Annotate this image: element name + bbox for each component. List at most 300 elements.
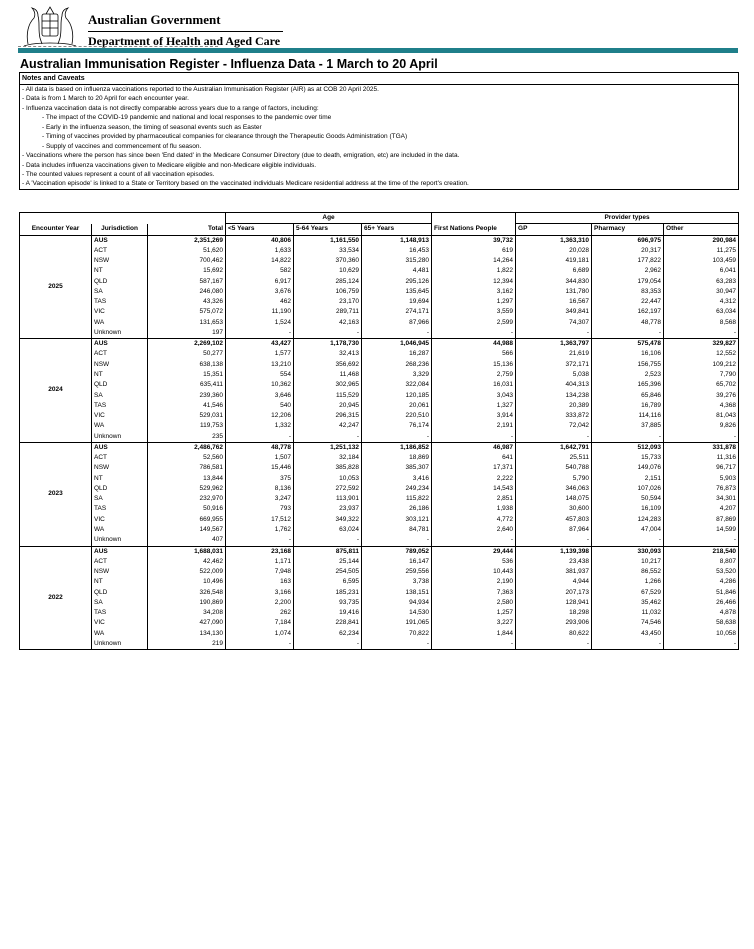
table-row <box>20 432 739 443</box>
value-cell: 67,529 <box>592 588 664 598</box>
jurisdiction-cell: AUS <box>92 339 148 350</box>
note-line: - Influenza vaccination data is not directly comparable across years due to a range of factors, including: <box>22 104 319 112</box>
value-cell: 462 <box>226 297 294 307</box>
value-cell: 15,692 <box>148 266 226 276</box>
value-cell: 156,755 <box>592 360 664 370</box>
value-cell: 540 <box>226 401 294 411</box>
table-row <box>20 235 739 246</box>
value-cell: 14,599 <box>664 525 739 535</box>
value-cell: 11,032 <box>592 608 664 618</box>
value-cell: 30,600 <box>516 504 592 514</box>
note-line: - Early in the influenza season, the timing of seasonal events such as Easter <box>42 123 262 131</box>
encounter-year: 2025 <box>20 235 92 339</box>
table-row <box>20 453 739 463</box>
value-cell: 1,186,852 <box>362 442 432 453</box>
value-cell: - <box>362 432 432 443</box>
value-cell: 207,173 <box>516 588 592 598</box>
value-cell: 42,462 <box>148 557 226 567</box>
value-cell: 4,878 <box>664 608 739 618</box>
value-cell: - <box>432 535 516 546</box>
value-cell: 131,653 <box>148 318 226 328</box>
jurisdiction-cell: QLD <box>92 380 148 390</box>
value-cell: 4,772 <box>432 515 516 525</box>
value-cell: 786,581 <box>148 463 226 473</box>
value-cell: 2,200 <box>226 598 294 608</box>
value-cell: 6,595 <box>294 577 362 587</box>
note-line: - The impact of the COVID-19 pandemic and national and local responses to the pandemic over time <box>42 114 332 122</box>
value-cell: 14,264 <box>432 256 516 266</box>
value-cell: 3,162 <box>432 287 516 297</box>
value-cell: 17,512 <box>226 515 294 525</box>
value-cell: 63,034 <box>664 307 739 317</box>
value-cell: 2,640 <box>432 525 516 535</box>
value-cell: 1,938 <box>432 504 516 514</box>
table-row <box>20 318 739 328</box>
table-row <box>20 557 739 567</box>
value-cell: 14,543 <box>432 484 516 494</box>
jurisdiction-cell: Unknown <box>92 639 148 650</box>
value-cell: 48,778 <box>226 442 294 453</box>
value-cell: 179,054 <box>592 277 664 287</box>
value-cell: 74,307 <box>516 318 592 328</box>
value-cell: 20,317 <box>592 246 664 256</box>
value-cell: 220,510 <box>362 411 432 421</box>
value-cell: 1,046,945 <box>362 339 432 350</box>
value-cell: 10,629 <box>294 266 362 276</box>
value-cell: 35,462 <box>592 598 664 608</box>
value-cell: 1,074 <box>226 629 294 639</box>
value-cell: 246,080 <box>148 287 226 297</box>
value-cell: 10,496 <box>148 577 226 587</box>
value-cell: - <box>432 639 516 650</box>
value-cell: 119,753 <box>148 421 226 431</box>
value-cell: 47,004 <box>592 525 664 535</box>
value-cell: 81,043 <box>664 411 739 421</box>
age-group-header: Age <box>226 213 432 224</box>
jurisdiction-cell: TAS <box>92 504 148 514</box>
value-cell: 93,735 <box>294 598 362 608</box>
value-cell: 18,869 <box>362 453 432 463</box>
jurisdiction-cell: WA <box>92 421 148 431</box>
table-row <box>20 618 739 628</box>
value-cell: 3,738 <box>362 577 432 587</box>
jurisdiction-cell: Unknown <box>92 535 148 546</box>
value-cell: 134,238 <box>516 391 592 401</box>
value-cell: - <box>294 535 362 546</box>
value-cell: - <box>516 432 592 443</box>
value-cell: 575,478 <box>592 339 664 350</box>
value-cell: 16,031 <box>432 380 516 390</box>
value-cell: 16,147 <box>362 557 432 567</box>
jurisdiction-cell: VIC <box>92 307 148 317</box>
value-cell: 11,275 <box>664 246 739 256</box>
note-line: - Data includes influenza vaccinations given to Medicare eligible and non-Medicare eligible individuals. <box>22 161 317 169</box>
value-cell: 249,234 <box>362 484 432 494</box>
value-cell: 4,286 <box>664 577 739 587</box>
note-line: - The counted values represent a count of all vaccination episodes. <box>22 170 215 178</box>
value-cell: 25,511 <box>516 453 592 463</box>
value-cell: 3,914 <box>432 411 516 421</box>
value-cell: 3,166 <box>226 588 294 598</box>
value-cell: 17,371 <box>432 463 516 473</box>
column-header: <5 Years <box>226 224 294 235</box>
table-row <box>20 504 739 514</box>
value-cell: 219 <box>148 639 226 650</box>
value-cell: 419,181 <box>516 256 592 266</box>
value-cell: 20,028 <box>516 246 592 256</box>
value-cell: 268,236 <box>362 360 432 370</box>
table-group-header <box>20 213 739 224</box>
value-cell: 84,781 <box>362 525 432 535</box>
value-cell: 10,053 <box>294 474 362 484</box>
value-cell: - <box>226 639 294 650</box>
value-cell: 15,733 <box>592 453 664 463</box>
value-cell: 16,453 <box>362 246 432 256</box>
encounter-year: 2022 <box>20 546 92 650</box>
value-cell: 32,413 <box>294 349 362 359</box>
value-cell: 19,694 <box>362 297 432 307</box>
value-cell: 26,466 <box>664 598 739 608</box>
value-cell: 23,438 <box>516 557 592 567</box>
table-row <box>20 297 739 307</box>
value-cell: 12,552 <box>664 349 739 359</box>
value-cell: 290,984 <box>664 235 739 246</box>
value-cell: 44,988 <box>432 339 516 350</box>
table-column-header <box>20 224 739 235</box>
value-cell: 48,778 <box>592 318 664 328</box>
value-cell: 1,171 <box>226 557 294 567</box>
value-cell: 259,556 <box>362 567 432 577</box>
value-cell: 1,297 <box>432 297 516 307</box>
value-cell: 349,841 <box>516 307 592 317</box>
value-cell: 10,362 <box>226 380 294 390</box>
value-cell: 26,186 <box>362 504 432 514</box>
value-cell: 70,822 <box>362 629 432 639</box>
value-cell: 115,529 <box>294 391 362 401</box>
value-cell: 1,642,791 <box>516 442 592 453</box>
value-cell: - <box>516 535 592 546</box>
value-cell: 3,559 <box>432 307 516 317</box>
jurisdiction-cell: ACT <box>92 349 148 359</box>
value-cell: 14,530 <box>362 608 432 618</box>
value-cell: 2,151 <box>592 474 664 484</box>
value-cell: 344,830 <box>516 277 592 287</box>
value-cell: 239,360 <box>148 391 226 401</box>
value-cell: 11,190 <box>226 307 294 317</box>
column-header: Total <box>148 224 226 235</box>
value-cell: 87,964 <box>516 525 592 535</box>
value-cell: 13,210 <box>226 360 294 370</box>
value-cell: 65,846 <box>592 391 664 401</box>
column-header: Jurisdiction <box>92 224 148 235</box>
value-cell: 107,026 <box>592 484 664 494</box>
value-cell: 2,486,762 <box>148 442 226 453</box>
value-cell: 1,178,730 <box>294 339 362 350</box>
value-cell: 25,144 <box>294 557 362 567</box>
department-name: Department of Health and Aged Care <box>88 34 281 48</box>
value-cell: 33,534 <box>294 246 362 256</box>
table-row <box>20 277 739 287</box>
value-cell: 8,136 <box>226 484 294 494</box>
value-cell: 16,287 <box>362 349 432 359</box>
column-header: 5-64 Years <box>294 224 362 235</box>
notes-heading: Notes and Caveats <box>20 73 738 85</box>
value-cell: 50,916 <box>148 504 226 514</box>
value-cell: 696,975 <box>592 235 664 246</box>
value-cell: 700,462 <box>148 256 226 266</box>
value-cell: 46,987 <box>432 442 516 453</box>
value-cell: 5,038 <box>516 370 592 380</box>
value-cell: 1,633 <box>226 246 294 256</box>
notes-and-caveats <box>19 72 739 190</box>
table-row <box>20 307 739 317</box>
table-row <box>20 608 739 618</box>
value-cell: 289,711 <box>294 307 362 317</box>
value-cell: 457,803 <box>516 515 592 525</box>
value-cell: 2,523 <box>592 370 664 380</box>
value-cell: 235 <box>148 432 226 443</box>
column-header: Pharmacy <box>592 224 664 235</box>
value-cell: 254,505 <box>294 567 362 577</box>
value-cell: 4,944 <box>516 577 592 587</box>
table-row <box>20 535 739 546</box>
value-cell: 18,298 <box>516 608 592 618</box>
value-cell: 197 <box>148 328 226 339</box>
value-cell: 793 <box>226 504 294 514</box>
value-cell: 322,084 <box>362 380 432 390</box>
jurisdiction-cell: SA <box>92 494 148 504</box>
value-cell: 6,041 <box>664 266 739 276</box>
value-cell: 11,316 <box>664 453 739 463</box>
table-row <box>20 442 739 453</box>
note-line: - Vaccinations where the person has since been 'End dated' in the Medicare Consumer Directory (due to death, emigration, etc) are included in the data. <box>22 152 460 160</box>
jurisdiction-cell: NT <box>92 577 148 587</box>
value-cell: 63,283 <box>664 277 739 287</box>
value-cell: 5,790 <box>516 474 592 484</box>
value-cell: 1,762 <box>226 525 294 535</box>
jurisdiction-cell: QLD <box>92 277 148 287</box>
jurisdiction-cell: NSW <box>92 463 148 473</box>
value-cell: - <box>294 639 362 650</box>
value-cell: 16,567 <box>516 297 592 307</box>
value-cell: 135,645 <box>362 287 432 297</box>
value-cell: 331,878 <box>664 442 739 453</box>
value-cell: 1,363,797 <box>516 339 592 350</box>
value-cell: 6,689 <box>516 266 592 276</box>
value-cell: 381,937 <box>516 567 592 577</box>
value-cell: 131,780 <box>516 287 592 297</box>
jurisdiction-cell: SA <box>92 598 148 608</box>
table-row <box>20 515 739 525</box>
jurisdiction-cell: WA <box>92 525 148 535</box>
table-row <box>20 328 739 339</box>
value-cell: 39,732 <box>432 235 516 246</box>
value-cell: 3,646 <box>226 391 294 401</box>
encounter-year: 2024 <box>20 339 92 443</box>
value-cell: 1,327 <box>432 401 516 411</box>
provider-group-header: Provider types <box>516 213 739 224</box>
value-cell: - <box>664 328 739 339</box>
value-cell: 4,368 <box>664 401 739 411</box>
value-cell: 10,058 <box>664 629 739 639</box>
table-row <box>20 246 739 256</box>
value-cell: 50,277 <box>148 349 226 359</box>
value-cell: - <box>516 328 592 339</box>
jurisdiction-cell: VIC <box>92 411 148 421</box>
value-cell: - <box>294 328 362 339</box>
value-cell: 23,937 <box>294 504 362 514</box>
value-cell: 51,846 <box>664 588 739 598</box>
value-cell: 190,869 <box>148 598 226 608</box>
value-cell: 51,620 <box>148 246 226 256</box>
value-cell: 587,167 <box>148 277 226 287</box>
value-cell: 669,955 <box>148 515 226 525</box>
value-cell: 7,948 <box>226 567 294 577</box>
value-cell: 23,170 <box>294 297 362 307</box>
value-cell: 3,416 <box>362 474 432 484</box>
value-cell: 83,353 <box>592 287 664 297</box>
value-cell: 4,312 <box>664 297 739 307</box>
value-cell: 42,247 <box>294 421 362 431</box>
coat-of-arms-icon <box>20 4 80 48</box>
value-cell: 1,577 <box>226 349 294 359</box>
value-cell: 1,332 <box>226 421 294 431</box>
jurisdiction-cell: SA <box>92 287 148 297</box>
value-cell: 512,093 <box>592 442 664 453</box>
table-row <box>20 474 739 484</box>
value-cell: 875,811 <box>294 546 362 557</box>
value-cell: 62,234 <box>294 629 362 639</box>
value-cell: 5,903 <box>664 474 739 484</box>
jurisdiction-cell: WA <box>92 318 148 328</box>
value-cell: - <box>592 535 664 546</box>
table-row <box>20 370 739 380</box>
value-cell: 76,174 <box>362 421 432 431</box>
jurisdiction-cell: NT <box>92 474 148 484</box>
jurisdiction-cell: NSW <box>92 567 148 577</box>
column-header: GP <box>516 224 592 235</box>
value-cell: - <box>664 432 739 443</box>
value-cell: 330,093 <box>592 546 664 557</box>
value-cell: 303,121 <box>362 515 432 525</box>
value-cell: 165,396 <box>592 380 664 390</box>
value-cell: 285,124 <box>294 277 362 287</box>
value-cell: 114,116 <box>592 411 664 421</box>
value-cell: 8,568 <box>664 318 739 328</box>
value-cell: 2,580 <box>432 598 516 608</box>
table-row <box>20 360 739 370</box>
value-cell: 16,109 <box>592 504 664 514</box>
table-row <box>20 525 739 535</box>
value-cell: - <box>432 432 516 443</box>
value-cell: 13,844 <box>148 474 226 484</box>
value-cell: 106,759 <box>294 287 362 297</box>
value-cell: 9,826 <box>664 421 739 431</box>
encounter-year: 2023 <box>20 442 92 546</box>
jurisdiction-cell: AUS <box>92 442 148 453</box>
value-cell: 58,638 <box>664 618 739 628</box>
value-cell: 272,592 <box>294 484 362 494</box>
value-cell: 3,043 <box>432 391 516 401</box>
value-cell: 333,872 <box>516 411 592 421</box>
jurisdiction-cell: Unknown <box>92 328 148 339</box>
value-cell: 372,171 <box>516 360 592 370</box>
value-cell: 638,138 <box>148 360 226 370</box>
value-cell: 15,351 <box>148 370 226 380</box>
note-line: - All data is based on influenza vaccinations reported to the Australian Immunisation Register (AIR) as at COB 20 April 2025. <box>22 86 379 93</box>
value-cell: 232,970 <box>148 494 226 504</box>
jurisdiction-cell: AUS <box>92 546 148 557</box>
value-cell: 1,161,550 <box>294 235 362 246</box>
value-cell: 262 <box>226 608 294 618</box>
value-cell: 65,702 <box>664 380 739 390</box>
value-cell: - <box>592 432 664 443</box>
table-row <box>20 256 739 266</box>
value-cell: 540,788 <box>516 463 592 473</box>
jurisdiction-cell: TAS <box>92 401 148 411</box>
value-cell: 115,822 <box>362 494 432 504</box>
value-cell: 14,822 <box>226 256 294 266</box>
jurisdiction-cell: VIC <box>92 515 148 525</box>
table-row <box>20 598 739 608</box>
government-name: Australian Government <box>88 12 221 27</box>
value-cell: 113,901 <box>294 494 362 504</box>
note-line: - Timing of vaccines provided by pharmaceutical companies for clearance through the Therapeutic Goods Administration (TGA) <box>42 133 408 141</box>
value-cell: 34,208 <box>148 608 226 618</box>
value-cell: 2,599 <box>432 318 516 328</box>
column-header: Encounter Year <box>20 224 92 235</box>
value-cell: 163 <box>226 577 294 587</box>
value-cell: 134,130 <box>148 629 226 639</box>
value-cell: 1,524 <box>226 318 294 328</box>
value-cell: 789,052 <box>362 546 432 557</box>
value-cell: 2,759 <box>432 370 516 380</box>
value-cell: 29,444 <box>432 546 516 557</box>
value-cell: 1,148,913 <box>362 235 432 246</box>
value-cell: 356,692 <box>294 360 362 370</box>
note-line: - A 'Vaccination episode' is linked to a State or Territory based on the vaccinated individuals Medicare residential address at the time of the report's creation. <box>22 180 469 188</box>
value-cell: 53,520 <box>664 567 739 577</box>
value-cell: 329,827 <box>664 339 739 350</box>
value-cell: 346,063 <box>516 484 592 494</box>
jurisdiction-cell: ACT <box>92 246 148 256</box>
value-cell: - <box>664 639 739 650</box>
value-cell: 2,851 <box>432 494 516 504</box>
note-line: - Supply of vaccines and commencement of flu season. <box>42 142 202 150</box>
value-cell: 296,315 <box>294 411 362 421</box>
value-cell: 2,962 <box>592 266 664 276</box>
value-cell: 149,567 <box>148 525 226 535</box>
value-cell: 575,072 <box>148 307 226 317</box>
value-cell: 34,301 <box>664 494 739 504</box>
jurisdiction-cell: NSW <box>92 360 148 370</box>
table-row <box>20 567 739 577</box>
value-cell: 1,251,132 <box>294 442 362 453</box>
value-cell: 295,126 <box>362 277 432 287</box>
value-cell: 218,540 <box>664 546 739 557</box>
value-cell: 37,885 <box>592 421 664 431</box>
value-cell: 15,446 <box>226 463 294 473</box>
value-cell: 138,151 <box>362 588 432 598</box>
table-row <box>20 546 739 557</box>
jurisdiction-cell: QLD <box>92 484 148 494</box>
value-cell: 16,106 <box>592 349 664 359</box>
value-cell: 63,024 <box>294 525 362 535</box>
value-cell: - <box>516 639 592 650</box>
table-row <box>20 266 739 276</box>
value-cell: 21,619 <box>516 349 592 359</box>
jurisdiction-cell: TAS <box>92 608 148 618</box>
